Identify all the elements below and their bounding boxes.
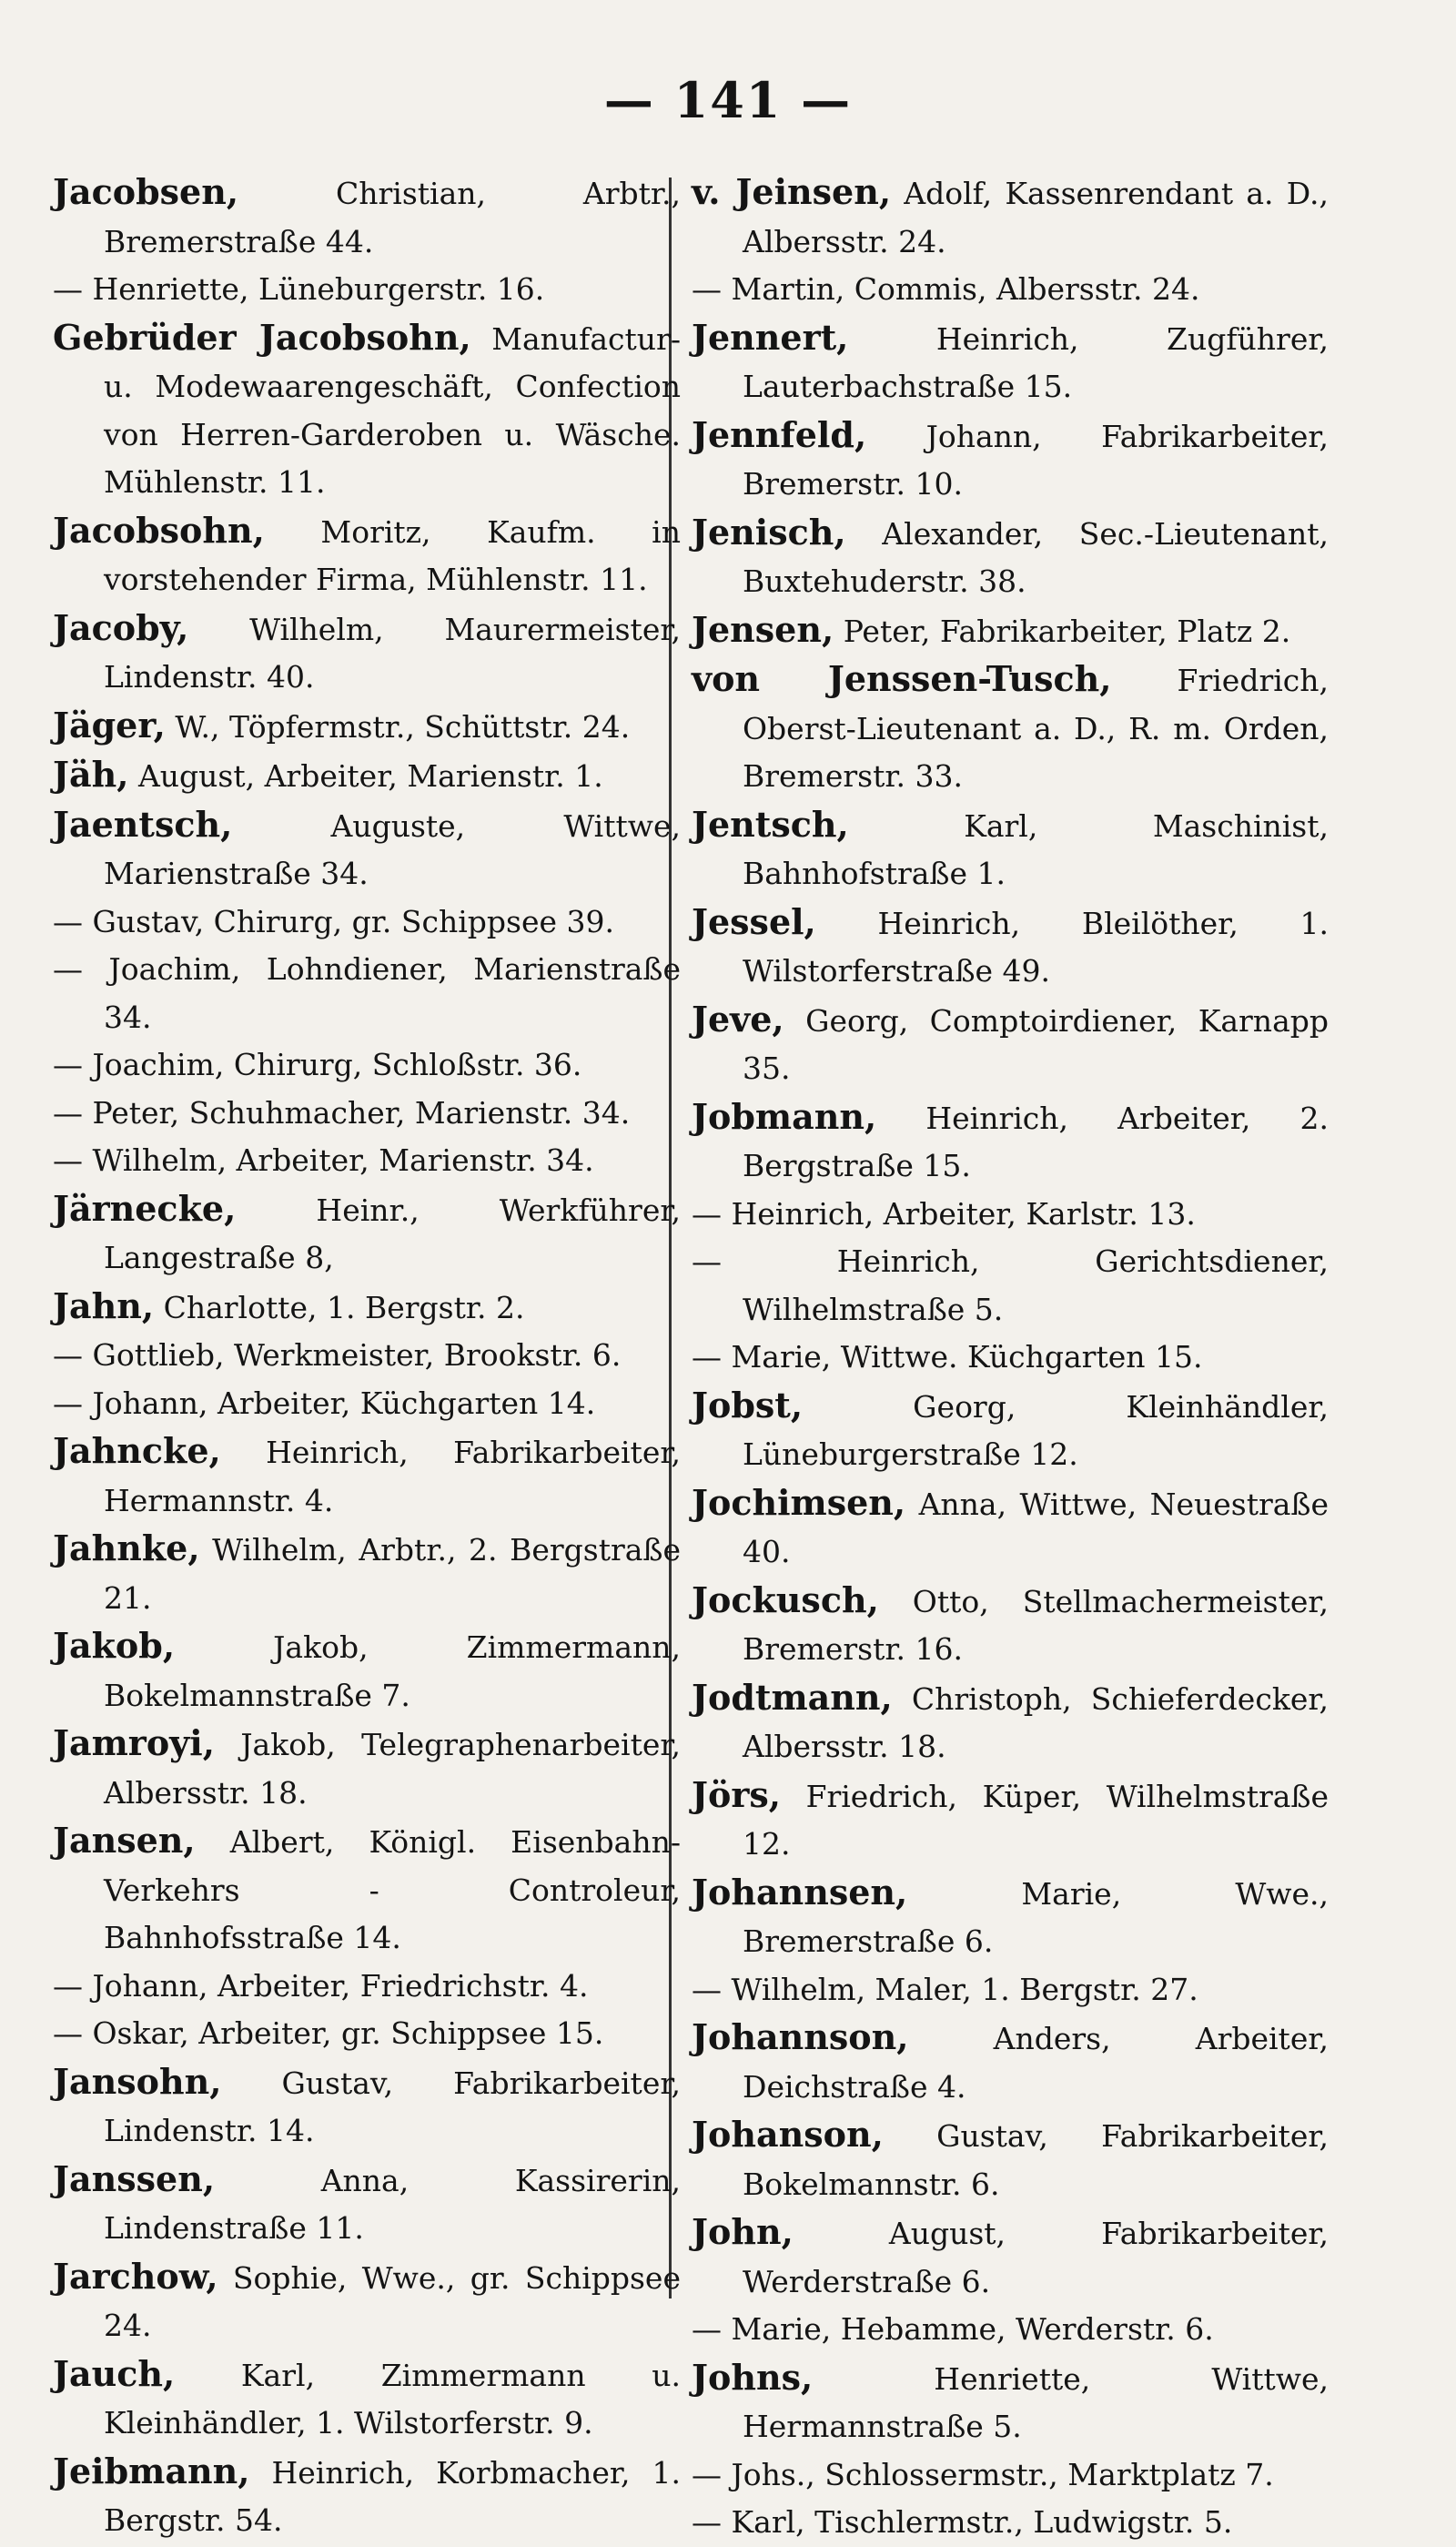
entry-details: Georg, Kleinhändler, Lüneburgerstraße 12. (743, 1388, 1329, 1472)
directory-entry (692, 1334, 1329, 1382)
entry-details: Albert, Königl. Eisenbahn-Verkehrs - Controleur, Bahnhofsstraße 14. (104, 1824, 681, 1955)
directory-entry (692, 606, 1329, 656)
directory-entry (692, 1191, 1329, 1239)
entry-details: Charlotte, 1. Bergstr. 2. (154, 1289, 525, 1325)
entry-details: Moritz, Kaufm. in vorstehender Firma, Mühlenstr. 11. (104, 513, 681, 597)
directory-entry (692, 1093, 1329, 1191)
directory-entry (53, 2156, 681, 2253)
directory-entry (53, 1427, 681, 1525)
right-column (692, 168, 1329, 2547)
entry-details: — Joachim, Chirurg, Schloßstr. 36. (53, 1047, 582, 1082)
entry-surname: Jentsch, (692, 803, 849, 845)
entry-details: Henriette, Wittwe, Hermannstraße 5. (743, 2360, 1329, 2444)
entry-details: Heinrich, Bleilöther, 1. Wilstorferstraße 49. (743, 905, 1329, 989)
entry-surname: Jodtmann, (692, 1676, 893, 1718)
entry-details: — Gottlieb, Werkmeister, Brookstr. 6. (53, 1337, 622, 1373)
directory-entry (692, 266, 1329, 314)
directory-entry (53, 1090, 681, 1138)
entry-surname: von Jenssen-Tusch, (692, 658, 1112, 699)
entry-details: Anders, Arbeiter, Deichstraße 4. (743, 2021, 1329, 2105)
entry-details: August, Arbeiter, Marienstr. 1. (128, 758, 603, 794)
directory-entry (692, 996, 1329, 1093)
entry-surname: Jacobsen, (53, 171, 239, 212)
directory-entry (53, 1525, 681, 1622)
entry-surname: Jahncke, (53, 1430, 221, 1471)
entry-surname: Jamroyi, (53, 1722, 215, 1763)
entry-surname: Jörs, (692, 1773, 781, 1815)
entry-details: Wilhelm, Maurermeister, Lindenstr. 40. (104, 611, 681, 695)
entry-details: Jakob, Zimmermann, Bokelmannstraße 7. (104, 1629, 681, 1713)
entry-details: Wilhelm, Arbtr., 2. Bergstraße 21. (104, 1532, 681, 1616)
entry-surname: Jockusch, (692, 1578, 879, 1620)
entry-details: Christian, Arbtr., Bremerstraße 44. (104, 176, 681, 259)
entry-details: — Heinrich, Arbeiter, Karlstr. 13. (692, 1195, 1196, 1232)
entry-details: — Johs., Schlossermstr., Marktplatz 7. (692, 2456, 1274, 2492)
directory-entry (53, 314, 681, 507)
entry-details: Johann, Fabrikarbeiter, Bremerstr. 10. (743, 418, 1329, 502)
entry-surname: Gebrüder Jacobsohn, (53, 316, 471, 358)
entry-surname: Johannsen, (692, 1871, 908, 1913)
directory-entry (53, 266, 681, 314)
entry-surname: Johanson, (692, 2114, 884, 2155)
directory-entry (692, 2306, 1329, 2354)
entry-surname: Jeibmann, (53, 2450, 250, 2491)
entry-details: — Marie, Wittwe. Küchgarten 15. (692, 1339, 1203, 1375)
directory-entry (53, 604, 681, 702)
directory-entry (692, 1966, 1329, 2014)
entry-details: Otto, Stellmachermeister, Bremerstr. 16. (743, 1583, 1329, 1667)
page-number: — 141 — (603, 71, 853, 129)
directory-entry (692, 1577, 1329, 1674)
entry-details: — Peter, Schuhmacher, Marienstr. 34. (53, 1094, 631, 1131)
entry-surname: Jobmann, (692, 1095, 877, 1137)
entry-surname: Jennert, (692, 316, 849, 358)
entry-surname: Jensen, (692, 608, 834, 650)
directory-entry (53, 1332, 681, 1380)
directory-entry (692, 2208, 1329, 2306)
entry-surname: Jacobsohn, (53, 509, 265, 551)
entry-surname: John, (692, 2211, 794, 2252)
directory-entry (692, 2499, 1329, 2547)
entry-details: Heinrich, Zugführer, Lauterbachstraße 15. (743, 320, 1329, 404)
entry-details: Manufactur- u. Modewaarengeschäft, Confection von Herren-Garderoben u. Wäsche. Mühlenstr. 11. (104, 320, 681, 500)
entry-surname: Jäger, (53, 704, 166, 746)
entry-surname: Johannson, (692, 2016, 909, 2057)
directory-entry (53, 1283, 681, 1333)
entry-surname: Jenisch, (692, 511, 846, 553)
directory-entry (53, 2448, 681, 2545)
directory-entry (53, 2058, 681, 2156)
entry-details: Jakob, Telegraphenarbeiter, Albersstr. 18. (104, 1727, 681, 1811)
entry-surname: Jakob, (53, 1625, 176, 1666)
entry-surname: Jauch, (53, 2352, 176, 2394)
directory-entry (692, 1674, 1329, 1771)
entry-details: — Oskar, Arbeiter, gr. Schippsee 15. (53, 2015, 604, 2051)
directory-entry (53, 1622, 681, 1720)
directory-entry (53, 1380, 681, 1428)
entry-details: Georg, Comptoirdiener, Karnapp 35. (743, 1002, 1329, 1086)
entry-details: August, Fabrikarbeiter, Werderstraße 6. (743, 2216, 1329, 2299)
entry-details: — Karl, Tischlermstr., Ludwigstr. 5. (692, 2504, 1233, 2540)
directory-entry (53, 2010, 681, 2058)
directory-entry (692, 1771, 1329, 1869)
entry-details: — Marie, Hebamme, Werderstr. 6. (692, 2311, 1214, 2347)
entry-details: Gustav, Fabrikarbeiter, Bokelmannstr. 6. (743, 2118, 1329, 2202)
directory-entry (692, 509, 1329, 606)
directory-entry (692, 1238, 1329, 1334)
entry-surname: Jacoby, (53, 606, 189, 648)
entry-surname: Jennfeld, (692, 413, 867, 455)
entry-details: Peter, Fabrikarbeiter, Platz 2. (834, 613, 1291, 649)
directory-entry (692, 2111, 1329, 2208)
directory-entry (692, 2451, 1329, 2500)
entry-details: Heinrich, Korbmacher, 1. Bergstr. 54. (104, 2454, 681, 2538)
entry-surname: Jansohn, (53, 2060, 222, 2102)
directory-entry (692, 1479, 1329, 1577)
entry-surname: Jarchow, (53, 2255, 218, 2297)
directory-entry (53, 168, 681, 266)
entry-details: Marie, Wwe., Bremerstraße 6. (743, 1875, 1329, 1959)
entry-details: — Johann, Arbeiter, Küchgarten 14. (53, 1385, 596, 1421)
directory-entry (692, 801, 1329, 898)
directory-entry (692, 314, 1329, 411)
entry-details: Auguste, Wittwe, Marienstraße 34. (104, 807, 681, 891)
entry-surname: Jobst, (692, 1384, 804, 1426)
entry-details: Karl, Zimmermann u. Kleinhändler, 1. Wilstorferstr. 9. (104, 2357, 681, 2440)
entry-details: — Wilhelm, Arbeiter, Marienstr. 34. (53, 1142, 594, 1178)
directory-entry (692, 655, 1329, 801)
entry-details: Anna, Kassirerin, Lindenstraße 11. (104, 2162, 681, 2246)
entry-details: W., Töpfermstr., Schüttstr. 24. (165, 708, 631, 745)
directory-entry (692, 898, 1329, 996)
directory-entry (53, 1963, 681, 2011)
entry-details: Heinrich, Fabrikarbeiter, Hermannstr. 4. (104, 1435, 681, 1518)
directory-entry (692, 1869, 1329, 1966)
entry-details: — Johann, Arbeiter, Friedrichstr. 4. (53, 1967, 589, 2004)
entry-details: — Heinrich, Gerichtsdiener, Wilhelmstraße 5. (692, 1243, 1329, 1327)
entry-surname: Jahn, (53, 1284, 155, 1326)
entry-surname: Jäh, (53, 754, 129, 795)
entry-details: Friedrich, Oberst-Lieutenant a. D., R. m. Orden, Bremerstr. 33. (743, 663, 1329, 794)
entry-details: Christoph, Schieferdecker, Albersstr. 18. (743, 1680, 1329, 1764)
directory-entry (692, 2354, 1329, 2451)
directory-entry (53, 2253, 681, 2350)
entry-surname: Jahnke, (53, 1527, 200, 1568)
entry-surname: Jaentsch, (53, 803, 233, 845)
directory-entry (53, 898, 681, 947)
directory-entry (53, 1137, 681, 1185)
directory-entry (53, 702, 681, 752)
directory-entry (53, 946, 681, 1041)
directory-entry (53, 2350, 681, 2448)
entry-details: Friedrich, Küper, Wilhelmstraße 12. (743, 1778, 1329, 1862)
directory-entry (53, 1720, 681, 1817)
left-column (53, 168, 681, 2545)
entry-surname: v. Jeinsen, (692, 171, 892, 212)
entry-surname: Jessel, (692, 900, 816, 942)
entry-details: — Joachim, Lohndiener, Marienstraße 34. (53, 951, 681, 1035)
directory-entry (53, 1817, 681, 1963)
directory-entry (53, 1041, 681, 1090)
entry-details: Gustav, Fabrikarbeiter, Lindenstr. 14. (104, 2065, 681, 2148)
directory-entry (53, 507, 681, 604)
entry-details: — Martin, Commis, Albersstr. 24. (692, 271, 1200, 307)
directory-entry (692, 1382, 1329, 1479)
entry-details: — Henriette, Lüneburgerstr. 16. (53, 271, 545, 307)
entry-surname: Järnecke, (53, 1187, 237, 1229)
directory-entry (692, 2014, 1329, 2111)
entry-surname: Jansen, (53, 1820, 196, 1861)
entry-surname: Jochimsen, (692, 1481, 906, 1523)
directory-entry (692, 411, 1329, 509)
entry-surname: Jeve, (692, 998, 784, 1040)
entry-details: Sophie, Wwe., gr. Schippsee 24. (104, 2259, 681, 2343)
entry-details: Heinr., Werkführer, Langestraße 8, (104, 1192, 681, 1275)
entry-surname: Johns, (692, 2356, 814, 2398)
directory-entry (53, 1185, 681, 1283)
directory-entry (53, 751, 681, 801)
entry-details: Alexander, Sec.-Lieutenant, Buxtehuderstr. 38. (743, 515, 1329, 599)
entry-details: — Wilhelm, Maler, 1. Bergstr. 27. (692, 1971, 1198, 2007)
directory-entry (53, 801, 681, 898)
entry-details: Karl, Maschinist, Bahnhofstraße 1. (743, 807, 1329, 891)
directory-entry (692, 168, 1329, 266)
entry-details: Anna, Wittwe, Neuestraße 40. (743, 1486, 1329, 1569)
entry-details: Adolf, Kassenrendant a. D., Albersstr. 24. (743, 176, 1329, 259)
entry-surname: Janssen, (53, 2157, 216, 2199)
entry-details: — Gustav, Chirurg, gr. Schippsee 39. (53, 903, 615, 939)
entry-details: Heinrich, Arbeiter, 2. Bergstraße 15. (743, 1100, 1329, 1183)
